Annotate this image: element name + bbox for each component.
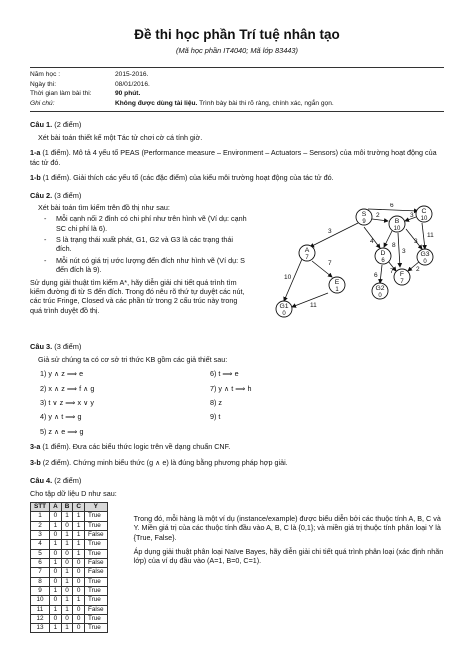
kb-rule: 4) y ∧ t ⟹ g [40, 412, 82, 422]
table-cell: 1 [61, 530, 73, 539]
kb-rule: 9) t [210, 412, 221, 422]
q3a [30, 442, 444, 451]
table-row [31, 530, 108, 539]
table-cell: 1 [61, 605, 73, 614]
table-cell: 0 [50, 577, 62, 586]
column-header: STT [31, 502, 50, 511]
table-cell: 0 [61, 549, 73, 558]
table-cell: True [84, 596, 107, 605]
q1b-label: 1-b [30, 173, 41, 183]
table-cell: 4 [31, 540, 50, 549]
table-cell: 1 [73, 521, 85, 530]
search-graph [250, 203, 440, 333]
q4-heading [30, 476, 444, 486]
table-cell: 1 [61, 577, 73, 586]
table-cell: 1 [50, 605, 62, 614]
column-header: Y [84, 502, 107, 511]
q3b-text: (2 điểm). Chứng minh biểu thức (g ∧ e) là đúng bằng phương pháp hợp giải. [40, 457, 288, 467]
table-cell: 0 [73, 605, 85, 614]
table-cell: 0 [50, 530, 62, 539]
table-cell: 2 [31, 521, 50, 530]
info-value: 90 phút. [115, 90, 141, 98]
table-cell: 5 [31, 549, 50, 558]
q4-text [108, 502, 444, 634]
kb-rule: 7) y ∧ t ⟹ h [210, 383, 252, 393]
svg-text:E: E [334, 279, 340, 287]
info-value: 2015-2016. [115, 71, 149, 79]
table-row [31, 624, 108, 633]
table-cell: True [84, 512, 107, 521]
table-row [31, 558, 108, 567]
q3-knowledge-base [30, 369, 444, 436]
kb-rule: 8) z [210, 398, 222, 408]
table-cell: True [84, 521, 107, 530]
info-date [30, 80, 444, 90]
kb-rule: 1) y ∧ z ⟹ e [40, 369, 84, 379]
table-cell: 3 [31, 530, 50, 539]
kb-rule: 6) t ⟹ e [210, 369, 239, 379]
q1-points: (2 điểm) [52, 120, 82, 130]
edge-C-G3 [422, 223, 425, 249]
edge-cost: 6 [390, 203, 394, 210]
table-cell: 7 [31, 568, 50, 577]
info-duration [30, 89, 444, 99]
table-cell: 1 [61, 540, 73, 549]
svg-text:10: 10 [420, 216, 428, 223]
exam-title: Đề thi học phần Trí tuệ nhân tạo [134, 27, 340, 42]
svg-text:0: 0 [378, 293, 382, 300]
table-cell: 0 [50, 549, 62, 558]
table-cell: 6 [31, 558, 50, 567]
q1b [30, 173, 444, 182]
table-cell: False [84, 568, 107, 577]
table-cell: 0 [73, 558, 85, 567]
table-cell: 1 [61, 512, 73, 521]
q3-intro: Giả sử chúng ta có cơ sở tri thức KB gồm các giả thiết sau: [38, 355, 228, 365]
kb-rule [210, 427, 444, 436]
graph-node-G1 [276, 301, 292, 317]
q2-bullet: - Mỗi nút có giá trị ước lượng đến đích như hình vẽ (Ví dụ: S đến đích là 9). [44, 255, 245, 275]
q1a [30, 148, 444, 167]
kb-rule: 5) z ∧ e ⟹ g [40, 426, 84, 436]
table-cell: 9 [31, 586, 50, 595]
graph-node-G3 [417, 249, 433, 265]
table-cell: True [84, 577, 107, 586]
svg-text:10: 10 [393, 226, 401, 233]
table-cell: 10 [31, 596, 50, 605]
kb-rule: 2) x ∧ z ⟹ f ∧ g [40, 383, 95, 393]
table-cell: 0 [50, 512, 62, 521]
table-cell: 0 [61, 614, 73, 623]
table-cell: 13 [31, 624, 50, 633]
table-cell: 0 [50, 614, 62, 623]
kb-rule: 3) t ∨ z ⟹ x ∨ y [40, 398, 94, 408]
svg-text:7: 7 [400, 279, 404, 286]
dataset-table [30, 502, 108, 634]
column-header: B [61, 502, 73, 511]
exam-subtitle: (Mã học phần IT4040; Mã lớp 83443) [176, 45, 298, 55]
table-cell: 1 [50, 540, 62, 549]
table-cell: 0 [73, 614, 85, 623]
table-row [31, 614, 108, 623]
svg-text:C: C [421, 208, 427, 216]
table-cell: False [84, 530, 107, 539]
q3-heading [30, 342, 444, 352]
table-row [31, 521, 108, 530]
table-row [31, 512, 108, 521]
q4-intro: Cho tập dữ liệu D như sau: [30, 488, 117, 498]
q2-title: Câu 2. [30, 191, 53, 201]
svg-text:0: 0 [423, 259, 427, 266]
svg-text:S: S [361, 211, 367, 219]
graph-node-D [375, 248, 391, 264]
graph-node-E [329, 277, 345, 293]
q3-points: (3 điểm) [52, 342, 82, 352]
table-cell: 1 [73, 596, 85, 605]
graph-node-C [416, 206, 432, 222]
info-label: Ghi chú: [30, 99, 55, 107]
edge-cost: 3 [410, 212, 414, 220]
edge-cost: 6 [374, 272, 378, 280]
graph-node-G2 [372, 283, 388, 299]
q3b [30, 458, 444, 467]
info-year [30, 70, 444, 80]
table-header-row [31, 502, 108, 511]
table-cell: True [84, 614, 107, 623]
q4-title: Câu 4. [30, 475, 53, 485]
edge-S-C [368, 209, 418, 211]
q1-intro: Xét bài toán thiết kế một Tác tử chơi cờ cá tính giờ. [38, 132, 203, 142]
q4-body [30, 502, 444, 634]
column-header: A [50, 502, 62, 511]
edge-cost: 7 [328, 260, 332, 268]
info-label: Năm học : [30, 71, 61, 79]
table-cell: 0 [61, 586, 73, 595]
edge-B-D [384, 231, 392, 247]
table-cell: 0 [50, 568, 62, 577]
q2-bullet: - S là trạng thái xuất phát, G1, G2 và G3 là các trạng thái đích. [44, 235, 233, 254]
table-cell: 11 [31, 605, 50, 614]
exam-info [30, 67, 444, 112]
table-cell: 1 [61, 596, 73, 605]
edge-cost: 3 [414, 238, 418, 246]
graph-node-B [389, 216, 405, 232]
svg-text:7: 7 [305, 255, 309, 262]
table-cell: 1 [61, 568, 73, 577]
q1b-text: (1 điểm). Giải thích các yếu tố (các đặc điểm) của kiểu môi trường hoạt động của tác tử đó. [40, 173, 334, 183]
table-cell: 12 [31, 614, 50, 623]
svg-text:B: B [394, 218, 400, 226]
q2-text [30, 203, 250, 335]
table-cell: 1 [50, 624, 62, 633]
table-row [31, 605, 108, 614]
edge-cost: 11 [427, 232, 434, 240]
table-cell: True [84, 624, 107, 633]
info-value: 08/01/2016. [115, 80, 150, 88]
info-value [115, 99, 444, 109]
q4-description: Trong đó, mỗi hàng là một ví dụ (instance/example) được biểu diễn bởi các thuộc tính A, B, C và Y. Miền giá trị của các thuộc tính đầu vào A, B, C là {0,1}; và miền giá trị thuộc tính phân loại Y là {True, False}. [133, 513, 441, 542]
table-cell: True [84, 540, 107, 549]
table-row [31, 549, 108, 558]
note-rest: Trình bày bài thi rõ ràng, chính xác, ngắn gọn. [197, 99, 334, 107]
edge-cost: 3 [402, 248, 406, 256]
edge-B-F [398, 233, 400, 267]
q1a-label: 1-a [30, 148, 41, 158]
edge-cost: 2 [416, 266, 420, 274]
table-cell: 0 [61, 521, 73, 530]
edge-cost: 4 [370, 238, 374, 246]
table-cell: 1 [73, 549, 85, 558]
q2-graph-area [250, 203, 444, 335]
graph-node-A [299, 245, 315, 261]
edge-cost: 10 [284, 274, 292, 282]
table-cell: 1 [73, 540, 85, 549]
q3a-text: (1 điểm). Đưa các biểu thức logic trên về dạng chuẩn CNF. [40, 442, 231, 452]
q1-title: Câu 1. [30, 120, 53, 130]
svg-text:F: F [399, 271, 405, 279]
q4-task: Áp dụng giải thuật phân loại Naïve Bayes, hãy diễn giải chi tiết quá trình phân loại (xác định nhãn lớp) của ví dụ đầu vào (A=1, B=0, C=1). [133, 546, 444, 566]
q2-body [30, 203, 444, 335]
q1-heading [30, 120, 444, 130]
edge-cost: 11 [310, 302, 317, 310]
note-bold: Không được dùng tài liệu. [115, 99, 198, 107]
table-cell: 1 [61, 624, 73, 633]
q2-intro: Xét bài toán tìm kiếm trên đồ thị như sau: [38, 203, 170, 213]
svg-text:G2: G2 [375, 285, 385, 293]
info-note [30, 99, 444, 109]
table-cell: 8 [31, 577, 50, 586]
q4-points: (2 điểm) [52, 475, 82, 485]
svg-text:A: A [304, 247, 310, 255]
edge-D-G2 [380, 265, 382, 283]
table-row [31, 568, 108, 577]
table-cell: False [84, 558, 107, 567]
table-cell: 0 [73, 577, 85, 586]
svg-text:0: 0 [282, 311, 286, 318]
table-cell: 0 [73, 568, 85, 577]
table-cell: False [84, 605, 107, 614]
table-cell: 0 [73, 624, 85, 633]
q3-title: Câu 3. [30, 342, 53, 352]
edge-cost: 7 [390, 268, 394, 276]
q1a-text: (1 điểm). Mô tả 4 yếu tố PEAS (Performance measure – Environment – Actuators – Sensors) của môi trường hoạt động của tác tử đó. [30, 148, 437, 167]
table-row [31, 577, 108, 586]
q3b-label: 3-b [30, 457, 41, 467]
info-label: Ngày thi: [30, 80, 57, 88]
table-cell: True [84, 586, 107, 595]
edge-cost: 8 [392, 242, 396, 250]
column-header: C [73, 502, 85, 511]
table-row [31, 596, 108, 605]
q2-points: (3 điểm) [52, 191, 82, 201]
svg-text:1: 1 [335, 287, 339, 294]
table-cell: 1 [50, 521, 62, 530]
q3a-label: 3-a [30, 442, 41, 452]
table-row [31, 586, 108, 595]
q2-bullet: - Mỗi cạnh nối 2 đỉnh có chi phí như trên hình vẽ (Ví dụ: cạnh SC chi phí là 6). [44, 214, 247, 233]
table-cell: 0 [61, 558, 73, 567]
svg-text:G3: G3 [420, 251, 430, 259]
q2-task: Sử dụng giải thuật tìm kiếm A*, hãy diễn giải chi tiết quá trình tìm kiếm đường đi từ S đến đích. Trong đó nêu rõ thứ tự duyệt các nút, các trúc Fringe, Closed và các phần tử trong 2 cấu trúc này trong quá trình duyệt đồ thị. [30, 277, 245, 315]
table-cell: 0 [73, 586, 85, 595]
edge-cost: 2 [376, 212, 380, 220]
edge-cost: 3 [328, 228, 332, 236]
svg-text:9: 9 [362, 219, 366, 226]
table-cell: 1 [73, 530, 85, 539]
table-cell: 0 [50, 596, 62, 605]
svg-text:D: D [380, 250, 386, 258]
edge-S-A [310, 223, 358, 247]
graph-node-S [356, 209, 372, 225]
q2-heading [30, 191, 444, 201]
table-cell: True [84, 549, 107, 558]
table-cell: 1 [50, 558, 62, 567]
svg-text:G1: G1 [279, 303, 289, 311]
table-body [31, 512, 108, 633]
edge-S-B [372, 219, 388, 221]
table-cell: 1 [73, 512, 85, 521]
table-row [31, 540, 108, 549]
table-cell: 1 [50, 586, 62, 595]
info-label: Thời gian làm bài thi: [30, 90, 92, 98]
svg-text:6: 6 [381, 258, 385, 265]
graph-node-F [394, 269, 410, 285]
table-cell: 1 [31, 512, 50, 521]
